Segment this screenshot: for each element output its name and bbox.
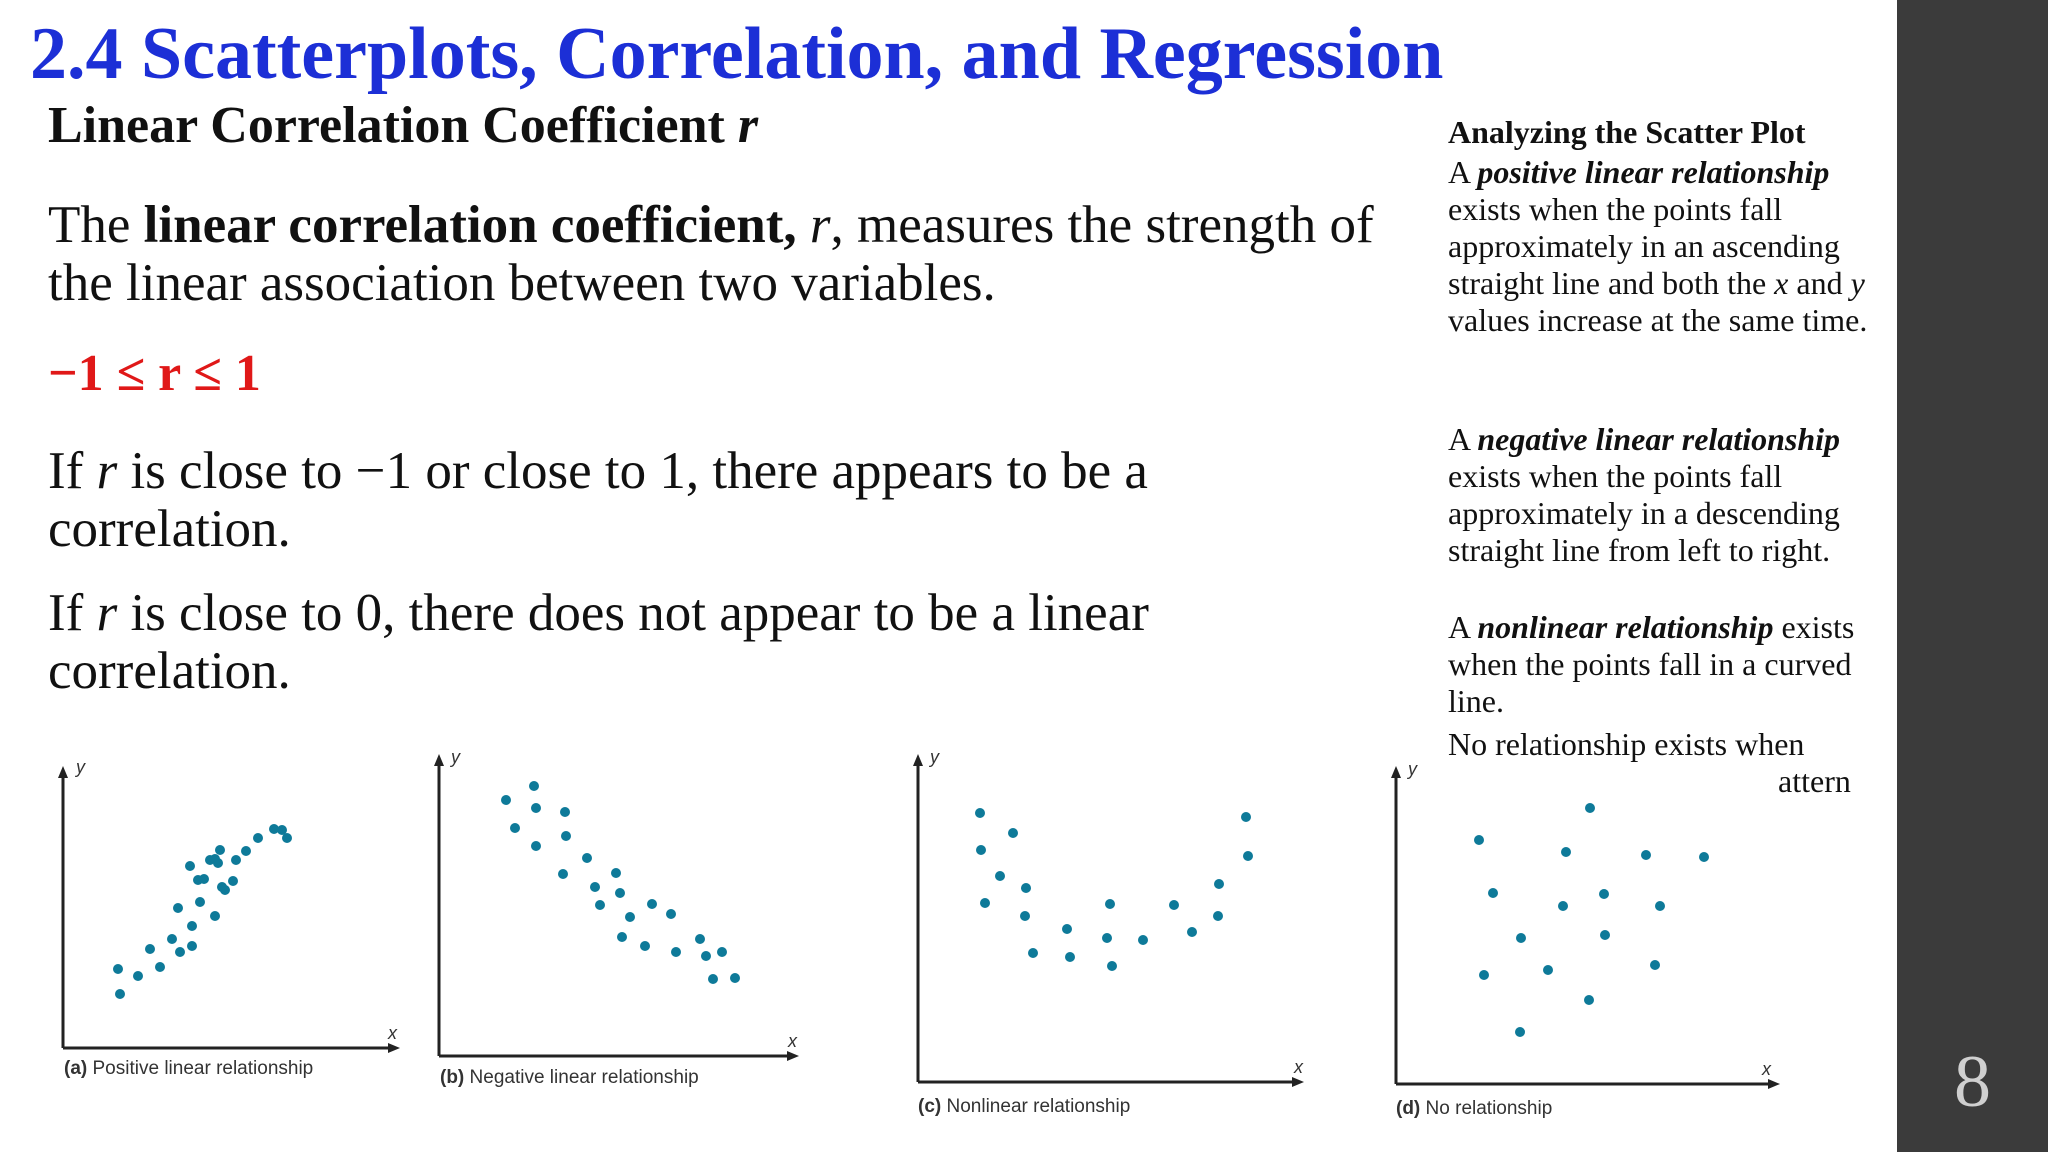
plot-c-x-arrow [1292, 1077, 1304, 1087]
scatter-point [1516, 933, 1526, 943]
plot-a-caption-text: Positive linear relationship [87, 1058, 314, 1079]
plot-d-y-arrow [1391, 766, 1401, 778]
plot-a-y-arrow [58, 766, 68, 778]
nonlinear-pre: A [1448, 609, 1478, 645]
subtitle-var: r [737, 97, 759, 154]
scatter-point [1650, 960, 1660, 970]
scatter-point [155, 962, 165, 972]
scatter-point [1107, 961, 1117, 971]
inequality: −1 ≤ r ≤ 1 [48, 345, 261, 402]
scatter-point [187, 921, 197, 931]
scatter-point [1641, 850, 1651, 860]
plot-d-x-label: x [1762, 1059, 1771, 1079]
subtitle-text: Linear Correlation Coefficient [48, 97, 738, 154]
scatter-point [1699, 852, 1709, 862]
scatter-point [187, 941, 197, 951]
positive-term: positive linear relationship [1477, 154, 1830, 190]
definition-var: r [809, 196, 831, 254]
scatter-point [617, 932, 627, 942]
plot-d-x-arrow [1768, 1079, 1780, 1089]
scatter-point [185, 861, 195, 871]
plot-c-caption-label: (c) [918, 1096, 942, 1117]
scatter-point [615, 888, 625, 898]
plot-a-y-label: y [76, 757, 85, 777]
scatter-point [529, 781, 539, 791]
scatter-point [1585, 803, 1595, 813]
scatter-point [1655, 901, 1665, 911]
plot-a-x-arrow [388, 1043, 400, 1053]
scatter-point [228, 876, 238, 886]
plot-a-caption [64, 1058, 313, 1079]
scatter-point [145, 944, 155, 954]
scatter-point [708, 974, 718, 984]
analysis-heading-text: Analyzing the Scatter Plot [1448, 114, 1806, 150]
scatter-point [1600, 930, 1610, 940]
scatter-point [1561, 847, 1571, 857]
scatter-point [975, 808, 985, 818]
plot-d-caption [1396, 1098, 1552, 1119]
statement-1-text-2: is close to −1 or close to 1, there appears to be a correlation. [48, 442, 1148, 558]
scatter-point [1474, 835, 1484, 845]
right-sidebar [1897, 0, 2048, 1152]
plot-b-y-arrow [434, 754, 444, 766]
negative-post: exists when the points fall approximately in a descending straight line from left to right. [1448, 458, 1840, 568]
scatter-point [595, 900, 605, 910]
scatter-point [113, 964, 123, 974]
subtitle [48, 96, 758, 155]
definition-text-1: The [48, 196, 144, 254]
plot-a-points [113, 824, 292, 999]
scatter-point [1214, 879, 1224, 889]
statement-1-var: r [96, 442, 118, 500]
plot-d-caption-label: (d) [1396, 1098, 1421, 1119]
scatter-point [231, 855, 241, 865]
definition-term: linear correlation coefficient, [143, 196, 797, 254]
scatter-point [1515, 1027, 1525, 1037]
slide-title: 2.4 Scatterplots, Correlation, and Regression [30, 13, 1444, 95]
scatter-point [647, 899, 657, 909]
scatter-point [1213, 911, 1223, 921]
analysis-nonlinear [1448, 609, 1878, 720]
scatter-point [666, 909, 676, 919]
plot-b [434, 747, 799, 1088]
scatter-point [1028, 948, 1038, 958]
positive-post1: exists when the points fall approximately in an ascending straight line and both the [1448, 191, 1840, 301]
scatter-point [277, 825, 287, 835]
slide-number: 8 [1954, 1041, 1991, 1123]
plot-b-x-arrow [787, 1051, 799, 1061]
nonlinear-post: exists when the points fall in a curved line. [1448, 609, 1855, 719]
plot-d-y-label: y [1408, 759, 1417, 779]
none-line2: attern [1778, 763, 1851, 799]
plot-c-y-label: y [930, 747, 939, 767]
scatter-point [1105, 899, 1115, 909]
analysis-heading [1448, 114, 1878, 151]
scatter-point [590, 882, 600, 892]
scatter-point [510, 823, 520, 833]
scatter-point [730, 973, 740, 983]
scatter-point [980, 898, 990, 908]
scatter-point [133, 971, 143, 981]
scatter-point [1584, 995, 1594, 1005]
scatter-point [193, 875, 203, 885]
scatter-point [701, 951, 711, 961]
scatter-point [976, 845, 986, 855]
statement-2-text-2: is close to 0, there does not appear to be a linear correlation. [48, 584, 1149, 700]
plot-b-x-label: x [788, 1031, 797, 1051]
scatter-point [115, 989, 125, 999]
plot-b-y-label: y [451, 747, 460, 767]
scatter-point [173, 903, 183, 913]
plot-a-x-label: x [388, 1023, 397, 1043]
scatter-point [1479, 970, 1489, 980]
scatter-point [253, 833, 263, 843]
statement-1-text-1: If [48, 442, 97, 500]
statement-1 [48, 442, 1288, 558]
scatter-point [1065, 952, 1075, 962]
plot-a-caption-label: (a) [64, 1058, 88, 1079]
positive-x: x [1774, 265, 1789, 301]
none-line1: No relationship exists when [1448, 726, 1805, 762]
statement-2 [48, 584, 1288, 700]
analysis-negative [1448, 421, 1878, 569]
scatter-point [501, 795, 511, 805]
scatter-point [1008, 828, 1018, 838]
plot-c-y-arrow [913, 754, 923, 766]
plot-d-caption-text: No relationship [1420, 1098, 1553, 1119]
scatter-point [611, 868, 621, 878]
scatter-point [215, 845, 225, 855]
definition-text-2: , measures the strength of the linear association between two variables. [48, 196, 1374, 312]
plot-a [58, 757, 400, 1079]
scatter-point [560, 807, 570, 817]
plot-b-caption-label: (b) [440, 1067, 465, 1088]
plot-c-caption [918, 1096, 1130, 1117]
plot-c-x-label: x [1294, 1057, 1303, 1077]
scatter-point [195, 897, 205, 907]
scatter-point [1243, 851, 1253, 861]
scatter-point [625, 912, 635, 922]
scatter-plots [0, 740, 1880, 1150]
scatter-point [1020, 911, 1030, 921]
scatter-point [210, 911, 220, 921]
scatter-point [1062, 924, 1072, 934]
scatter-point [717, 947, 727, 957]
scatter-point [1241, 812, 1251, 822]
scatter-point [695, 934, 705, 944]
plot-b-points [501, 781, 740, 984]
scatter-point [1543, 965, 1553, 975]
definition-paragraph [48, 196, 1408, 312]
plot-c-caption-text: Nonlinear relationship [941, 1096, 1131, 1117]
scatter-point [220, 885, 230, 895]
scatter-point [167, 934, 177, 944]
scatter-point [582, 853, 592, 863]
plot-d [1391, 759, 1780, 1119]
positive-y: y [1850, 265, 1865, 301]
scatter-point [1488, 888, 1498, 898]
plot-c [913, 747, 1304, 1117]
scatter-point [1599, 889, 1609, 899]
scatter-point [561, 831, 571, 841]
scatter-point [531, 803, 541, 813]
scatter-point [671, 947, 681, 957]
scatter-point [1102, 933, 1112, 943]
scatter-point [210, 854, 220, 864]
positive-pre: A [1448, 154, 1478, 190]
negative-pre: A [1448, 421, 1478, 457]
scatter-point [1169, 900, 1179, 910]
scatter-point [1558, 901, 1568, 911]
scatter-point [558, 869, 568, 879]
analysis-positive [1448, 154, 1878, 339]
negative-term: negative linear relationship [1477, 421, 1841, 457]
scatter-point [995, 871, 1005, 881]
plot-d-points [1474, 803, 1709, 1037]
statement-2-var: r [96, 584, 118, 642]
scatter-point [1187, 927, 1197, 937]
scatter-point [1138, 935, 1148, 945]
plot-c-points [975, 808, 1253, 971]
plot-b-caption [440, 1067, 699, 1088]
statement-2-text-1: If [48, 584, 97, 642]
scatter-point [1021, 883, 1031, 893]
nonlinear-term: nonlinear relationship [1477, 609, 1774, 645]
scatter-point [640, 941, 650, 951]
positive-mid: and [1788, 265, 1851, 301]
scatter-point [241, 846, 251, 856]
scatter-point [531, 841, 541, 851]
scatter-point [175, 947, 185, 957]
positive-post2: values increase at the same time. [1448, 302, 1868, 338]
plot-b-caption-text: Negative linear relationship [464, 1067, 699, 1088]
